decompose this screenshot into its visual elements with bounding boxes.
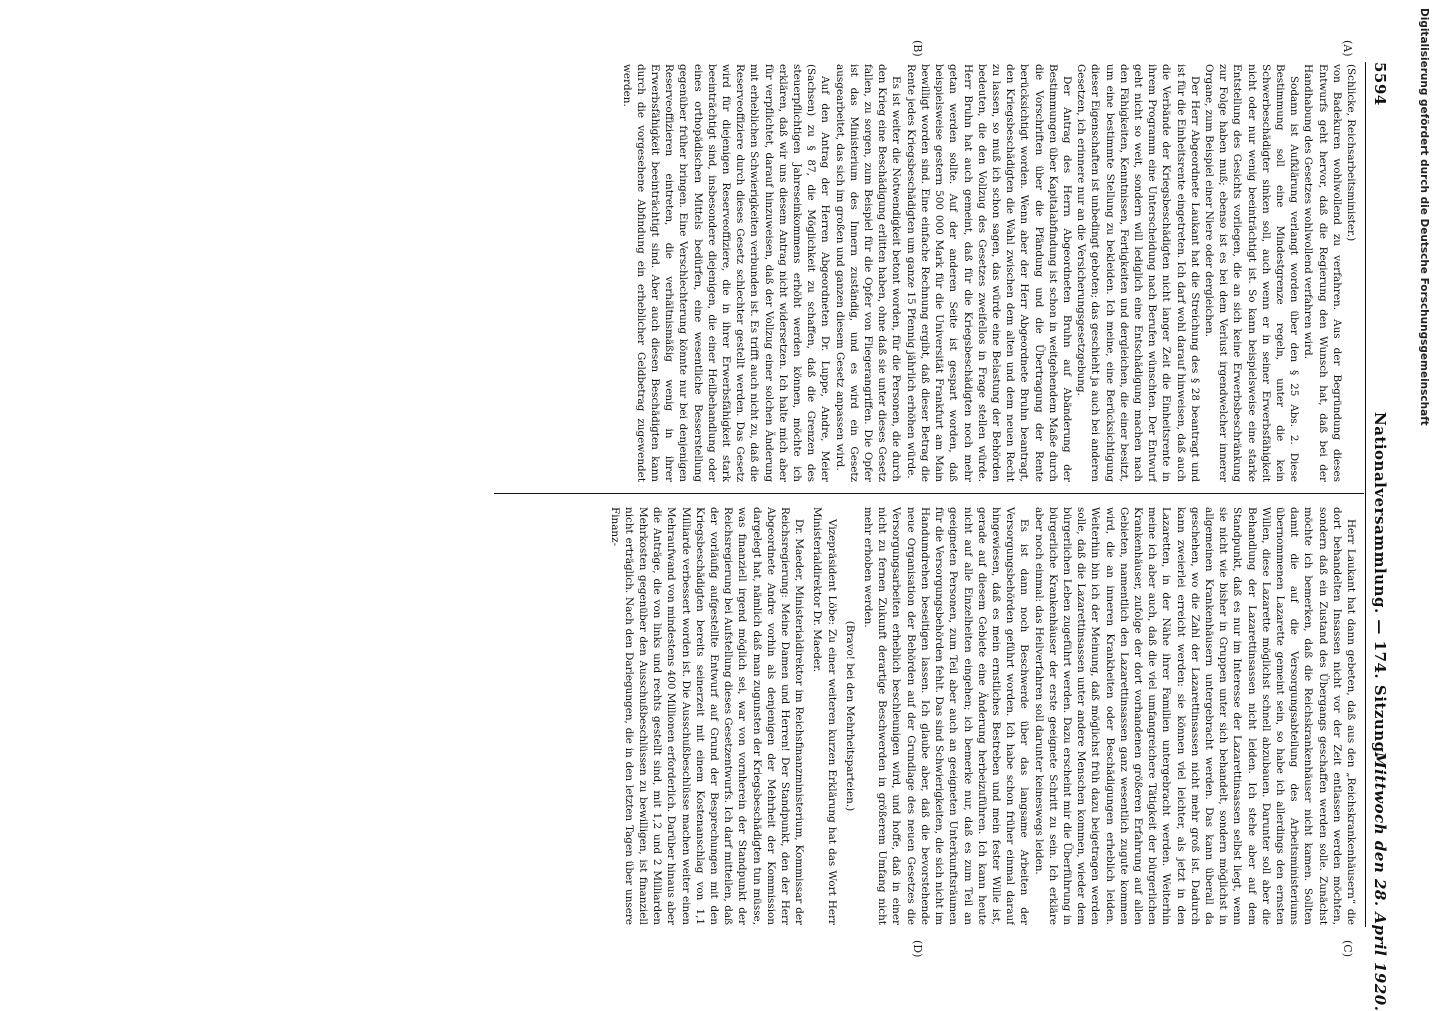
digitization-watermark — [1416, 8, 1432, 638]
margin-mark-d: (D) — [911, 940, 924, 958]
paragraph: von Badekuren wohlwollend zu verfahren. Aus der Begründung dieses Entwurfs geht hervor, daß die Regierung den Wunsch hat, daß bei der Handhabung des Gesetzes wohlwollend verfahren wird. — [1302, 64, 1343, 482]
running-header — [1363, 62, 1389, 1011]
margin-mark-b: (B) — [911, 40, 924, 57]
applause-note: (Bravo! bei den Mehrheitsparteien.) — [843, 620, 856, 812]
page-number: 5594 — [1371, 62, 1389, 106]
right-column — [488, 507, 1358, 925]
header-rule — [1365, 62, 1366, 927]
column-divider — [494, 493, 1364, 494]
paragraph: Sodann ist Aufklärung verlangt worden über den § 25 Abs. 2. Diese Bestimmung soll eine Mindestgrenze regeln, unter die kein Schwerbeschädigter sinken soll, auch wenn er in seiner Erwerbsfähigkeit nicht oder nur wenig beeinträchtigt ist. So kann beispielsweise eine starke Entstellung des Gesichts vorliegen, die an sich keine Erwerbsbeschränkung zur Folge haben muß; ebenso ist es bei dem Verlust irgendwelcher innerer Organe, zum Beispiel einer Niere oder dergleichen. — [1202, 64, 1301, 482]
left-column — [488, 64, 1358, 482]
margin-mark-a: (A) — [1341, 40, 1354, 57]
session-title: Nationalversammlung. — 174. Sitzung. — [1371, 412, 1389, 759]
paragraph: Dr. Maeder, Ministerialdirektor im Reichsfinanzministerium, Kommissar der Reichsregierung: Meine Damen und Herren! Der Standpunkt, den der Herr Abgeordnete Andre vorhin als denjenigen der Mehrheit der Kommission dargelegt hat, nämlich daß man zugunsten der Kriegsbeschädigten tun müsse, was finanziell irgend möglich sei, war von vornherein der Standpunkt der Reichsregierung bei Aufstellung dieses Gesetzentwurfs. Ich darf mitteilen, daß der vorläufig aufgestellte Entwurf auf Grund der Besprechungen mit den Kriegsbeschädigten bereits seinerzeit mit einem Kostenanschlag von 1,1 Milliarde verbessert worden ist. Die Ausschußbeschlüsse machen weiter einen Mehraufwand von mindestens 400 Millionen erforderlich. Darüber hinaus aber die Anträge, die von links und rechts gestellt sind, mit 1,2 und 2 Milliarden Mehrkosten gegenüber den Ausschußbeschlüssen zu bewilligen, ist finanziell nicht erträglich. Nach den Darlegungen, die in den letzten Tagen über unsere Finanz- — [608, 507, 806, 925]
paragraph: Es ist dann noch Beschwerde über das langsame Arbeiten der Versorgungsbehörden geführt worden. Ich habe schon früher einmal darauf hingewiesen, daß es mein ernstliches Bestreben und mein fester Wille ist, gerade auf diesem Gebiete eine Änderung herbeizuführen. Ich kann heute nicht auf alle Einzelheiten eingehen; ich bemerke nur, daß es zum Teil an geeigneten Personen, zum Teil aber auch an geeigneten Unterkunftsräumen für die Versorgungsbehörden fehlt. Das sind Schwierigkeiten, die sich nicht im Handumdrehen beseitigen lassen. Ich glaube aber, daß die bevorstehende neue Organisation der Behörden auf der Grundlage des neuen Gesetzes die Versorgungsarbeiten erheblich beschleunigen wird, und hoffe, daß in einer nicht zu fernen Zukunft derartige Beschwerden in größerem Umfang nicht mehr erhoben werden. — [862, 507, 1031, 925]
paragraph: Herr Laukant hat dann gebeten, daß aus den „Reichskrankenhäusern“ die dort behandelten Insassen nicht vor der Zeit entlassen werden möchten, sondern daß ein Zustand des Übergangs geschaffen werden solle. Zunächst möchte ich bemerken, daß die Reichskrankenhäuser nicht kamen. Sollten damit die auf die Versorgungsabteilung des Arbeitsministeriums übernommenen Lazarette gemeint sein, so habe ich allerdings den ernsten Willen, diese Lazarette möglichst schnell abzubauen. Darunter soll aber die Behandlung der Lazarettinsassen nicht leiden. Ich stehe aber auf dem Standpunkt, daß es nur im Interesse der Lazarettinsassen selbst liegt, wenn sie nicht wie bisher in Gruppen unter sich behandelt, sondern möglichst in allgemeinen Krankenhäusern untergebracht werden. Das kann überall da geschehen, wo die Zahl der Lazarettinsassen nicht mehr groß ist. Dadurch kann zweierlei erreicht werden: sie können viel leichter, als jetzt in den Lazaretten, in der Nähe ihrer Familien untergebracht werden. Weiterhin meine ich aber auch, daß die viel umfangreichere Tätigkeit der bürgerlichen Krankenhäuser, zufolge der dort vorhandenen größeren Erfahrung auf allen Gebieten, namentlich den Lazarettinsassen ganz wesentlich zugute kommen wird, die an inneren Krankheiten oder Beschädigungen erheblich leiden. Weiterhin bin ich der Meinung, daß möglichst früh dazu beigetragen werden solle, daß die Lazarettinsassen unter andere Menschen kommen, wieder dem bürgerlichen Leben zugeführt werden. Dazu erscheint mir die Überführung in bürgerliche Krankenhäuser der erste geeignete Schritt zu sein. Ich erkläre aber noch einmal: das Heilverfahren soll darunter keineswegs leiden. — [1032, 507, 1357, 925]
session-date: Mittwoch den 28. April 1920. — [1371, 752, 1389, 1011]
margin-mark-c: (C) — [1341, 940, 1354, 957]
speaker-note: (Schlicke, Reichsarbeitsminister.) — [1345, 64, 1357, 242]
paragraph: Auf den Antrag der Herren Abgeordneten Dr. Luppe, Andre, Meier (Sachsen) zu § 87, die Möglichkeit zu schaffen, daß die Grenzen des steuerpflichtigen Jahreseinkommens erhöht werden können, möchte ich erklären, daß wir uns diesem Antrag nicht widersetzen. Ich halte mich aber für verpflichtet, darauf hinzuweisen, daß der Vollzug einer solchen Änderung mit erheblichen Schwierigkeiten verbunden ist. Es trifft auch nicht zu, daß die Reserveoffiziere durch dieses Gesetz schlechter gestellt werden. Das Gesetz wird für diejenigen Reserveoffiziere, die in ihrer Erwerbsfähigkeit stark beeinträchtigt sind, insbesondere diejenigen, die einer Heilbehandlung oder eines orthopädischen Mittels bedürfen, eine wesentliche Besserstellung gegenüber früher bringen. Eine Verschlechterung könnte nur bei denjenigen Reserveoffizieren eintreten, die verhältnismäßig wenig in ihrer Erwerbsfähigkeit beeinträchtigt sind. Aber auch diesen Beschädigten kann durch die vorgesehene Abfindung ein erheblicher Geldbetrag zugewendet werden. — [620, 64, 832, 482]
paragraph: Es ist weiter die Notwendigkeit betont worden, für die Personen, die durch den Krieg eine Beschädigung erlitten haben, ohne daß sie unter dieses Gesetz fallen, zu sorgen, zum Beispiel für die Opfer von Fliegerangriffen. Die Opfer ist das Ministerium des Innern zuständig, und es wird ein Gesetz ausgearbeitet, das sich im großen und ganzen diesem Gesetz anpassen wird. — [833, 64, 903, 482]
paragraph: Vizepräsident Löbe: Zu einer weiteren kurzen Erklärung hat das Wort Herr Ministerialdirektor Dr. Maeder. — [811, 507, 838, 925]
paragraph: Der Antrag des Herrn Abgeordneten Bruhn auf Abänderung der Bestimmungen über Kapitalabfindung ist schon in weitgehendem Maße durch die Vorschriften über die Pfändung und die Übertragung der Rente berücksichtigt worden. Wenn aber der Herr Abgeordnete Bruhn beantragt, den Kriegsbeschädigten die Wahl zwischen dem alten und dem neuen Recht zu lassen, so muß ich schon sagen, das würde eine Belastung der Behörden bedeuten, die den Vollzug des Gesetzes zweifellos in Frage stellen würde. Herr Bruhn hat auch gemeint, daß für die Kriegsbeschädigten noch mehr getan werden sollte. Auf der anderen Seite ist gespart worden, daß beispielsweise gestern 500 000 Mark für die Universität Frankfurt am Main bewilligt worden sind. Eine einfache Rechnung ergibt, daß dieser Betrag die Rente jedes Kriegsbeschädigten um ganze 15 Pfennig jährlich erhöhen würde. — [904, 64, 1073, 482]
watermark-text: Digitalisierung gefördert durch die Deutsche Forschungsgemeinschaft — [1418, 8, 1430, 426]
paragraph: Der Herr Abgeordnete Laukant hat die Streichung des § 28 beantragt und ist für die Einheitsrente eingetreten. Ich darf wohl darauf hinweisen, daß auch die Verbände der Kriegsbeschädigten nicht langer Zeit die Einheitsrente in ihrem Programm eine Unterscheidung nach Berufen wünschten. Der Entwurf geht nicht so weit, sondern will lediglich eine Entschädigung machen nach den Fähigkeiten, Kenntnissen, Fertigkeiten und dergleichen, die einer besitzt, um eine bestimmte Stellung zu bekleiden. Ich meine, eine Berücksichtigung dieser Eigenschaften ist unbedingt geboten; das geschieht ja auch bei anderen Gesetzen, ich erinnere nur an die Versicherungsgesetzgebung. — [1075, 64, 1201, 482]
